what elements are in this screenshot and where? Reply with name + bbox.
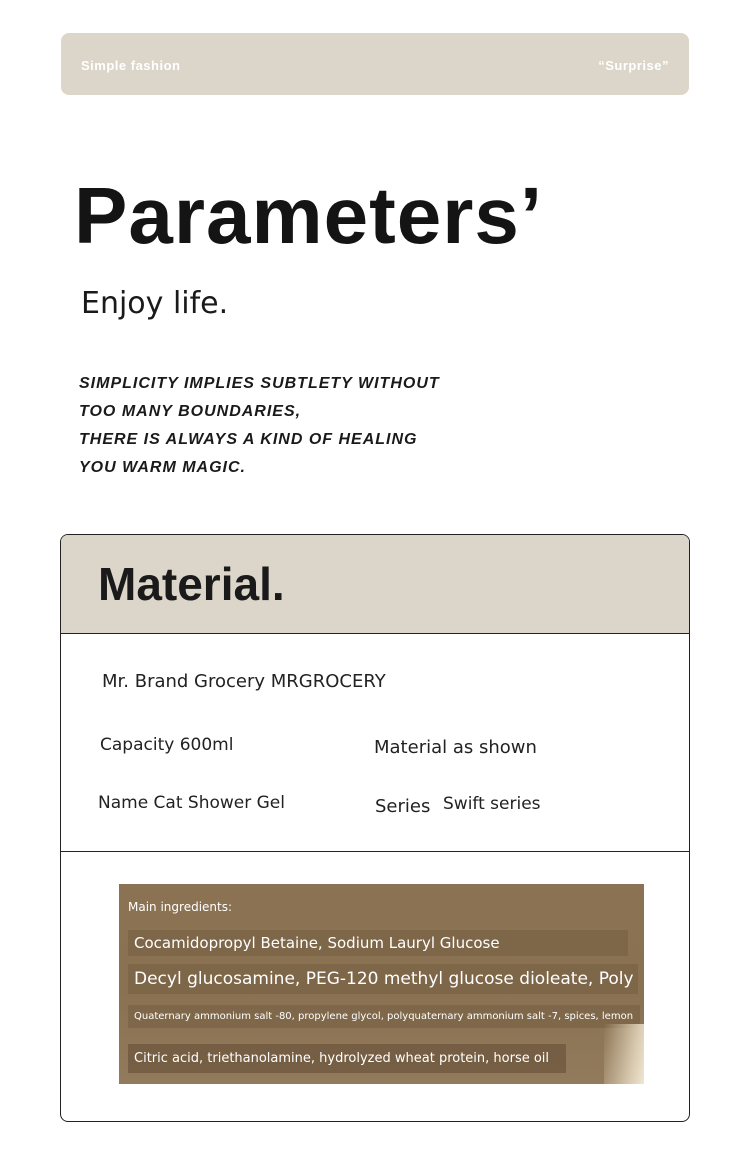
tagline-line: SIMPLICITY IMPLIES SUBTLETY WITHOUT — [79, 375, 440, 392]
capacity-text: Capacity 600ml — [100, 735, 234, 755]
page-subtitle: Enjoy life. — [81, 286, 229, 321]
ingredient-line: Cocamidopropyl Betaine, Sodium Lauryl Glucose — [128, 930, 628, 956]
tagline-line: YOU WARM MAGIC. — [79, 459, 246, 476]
ingredient-line: Quaternary ammonium salt -80, propylene glycol, polyquaternary ammonium salt -7, spices, lemon — [128, 1005, 640, 1028]
material-card — [60, 534, 690, 1122]
tagline-line: TOO MANY BOUNDARIES, — [79, 403, 302, 420]
tagline — [79, 370, 440, 482]
page-title: Parameters’ — [74, 171, 544, 260]
ingredient-line: Decyl glucosamine, PEG-120 methyl glucose dioleate, Poly — [128, 964, 638, 994]
product-name-text: Name Cat Shower Gel — [98, 793, 285, 813]
material-heading: Material. — [98, 558, 285, 610]
ingredients-heading: Main ingredients: — [128, 900, 233, 914]
series-label: Series — [375, 796, 431, 817]
header-right-text: “Surprise” — [598, 58, 669, 73]
header-left-text: Simple fashion — [81, 58, 181, 73]
series-value: Swift series — [443, 794, 541, 814]
header-bar — [61, 33, 689, 95]
material-text: Material as shown — [374, 737, 537, 758]
tagline-line: THERE IS ALWAYS A KIND OF HEALING — [79, 431, 418, 448]
material-card-header — [61, 535, 689, 634]
spec-section — [61, 634, 689, 852]
ingredient-line: Citric acid, triethanolamine, hydrolyzed wheat protein, horse oil — [128, 1044, 566, 1073]
ingredients-panel — [119, 884, 644, 1084]
brand-text: Mr. Brand Grocery MRGROCERY — [102, 671, 386, 692]
